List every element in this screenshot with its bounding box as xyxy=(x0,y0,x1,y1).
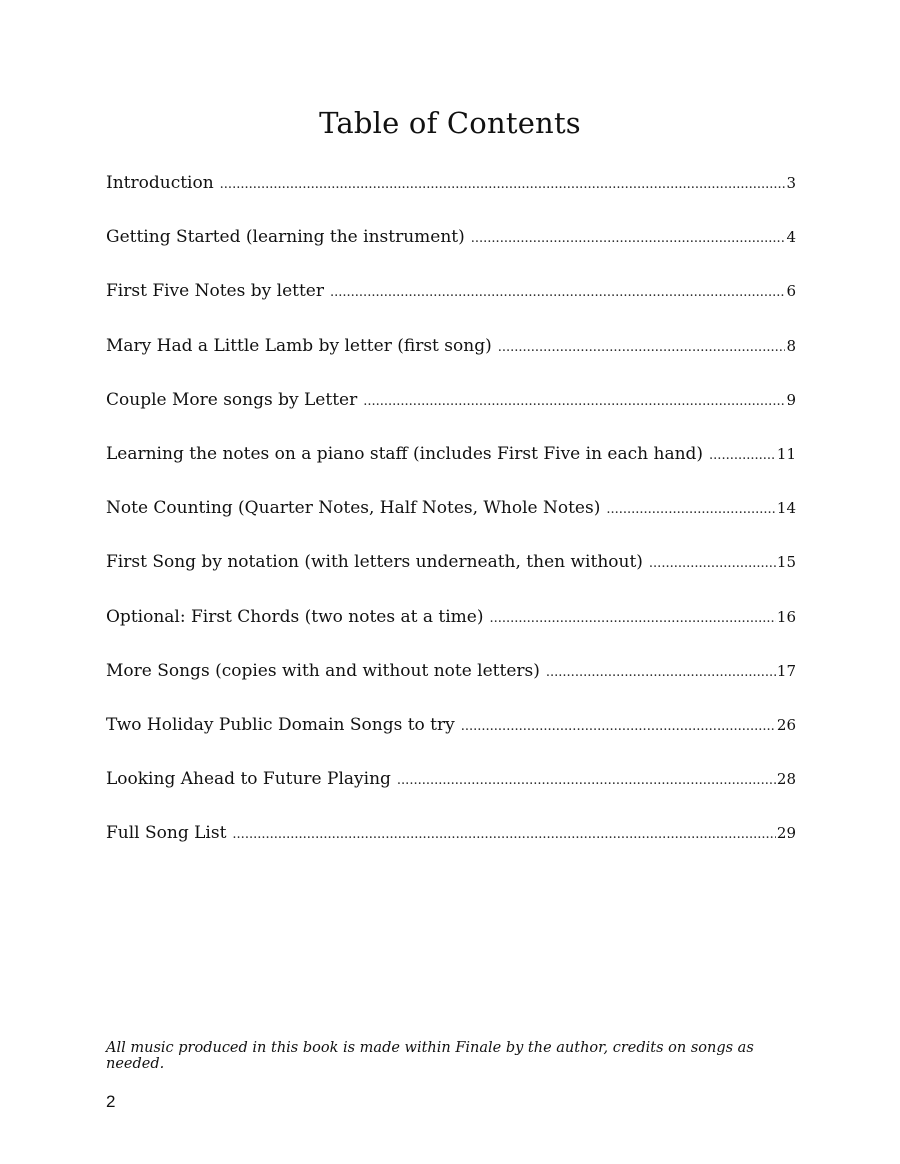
toc-entry-title: More Songs (copies with and without note letters) xyxy=(106,660,540,681)
dot-leader xyxy=(489,611,775,626)
dot-leader xyxy=(471,231,786,246)
dot-leader xyxy=(498,340,786,355)
toc-entry-page: 29 xyxy=(776,824,796,843)
toc-entry-title: Full Song List xyxy=(106,823,227,844)
toc-entry-page: 6 xyxy=(786,282,796,301)
toc-entry[interactable] xyxy=(106,444,796,498)
dot-leader xyxy=(363,394,785,409)
toc-entry-title: Couple More songs by Letter xyxy=(106,389,358,410)
dot-leader xyxy=(232,827,775,842)
toc-entry-page: 14 xyxy=(776,499,796,518)
toc-entry[interactable] xyxy=(106,281,796,335)
credit-note: All music produced in this book is made within Finale by the author, credits on songs as needed. xyxy=(106,1040,754,1072)
dot-leader xyxy=(220,177,786,192)
toc-entry[interactable] xyxy=(106,173,796,227)
toc-entry-page: 26 xyxy=(776,715,796,734)
dot-leader xyxy=(709,448,776,463)
toc-entry-page: 28 xyxy=(776,770,796,789)
toc-entry-page: 4 xyxy=(786,228,796,247)
dot-leader xyxy=(546,665,776,680)
toc-entry-page: 17 xyxy=(776,661,796,680)
toc-entry[interactable] xyxy=(106,498,796,552)
toc-entry[interactable] xyxy=(106,823,796,877)
toc-entry-title: Two Holiday Public Domain Songs to try xyxy=(106,714,455,735)
page-title: Table of Contents xyxy=(319,106,581,140)
toc-entry-page: 3 xyxy=(786,174,796,192)
toc-entry[interactable] xyxy=(106,769,796,823)
toc-entry[interactable] xyxy=(106,715,796,769)
toc-entry-title: Looking Ahead to Future Playing xyxy=(106,769,391,790)
toc-entry[interactable] xyxy=(106,661,796,715)
toc-entry-title: Note Counting (Quarter Notes, Half Notes, Whole Notes) xyxy=(106,498,601,519)
toc-entry-page: 9 xyxy=(786,390,796,409)
dot-leader xyxy=(397,773,776,788)
dot-leader xyxy=(606,502,776,517)
toc-entry-title: First Five Notes by letter xyxy=(106,281,324,302)
toc-entry[interactable] xyxy=(106,336,796,390)
dot-leader xyxy=(461,719,776,734)
toc-entry[interactable] xyxy=(106,607,796,661)
toc-entry-page: 15 xyxy=(776,553,796,572)
toc-entry-page: 16 xyxy=(776,607,796,626)
toc-entry-title: First Song by notation (with letters underneath, then without) xyxy=(106,552,643,573)
toc-entry-title: Optional: First Chords (two notes at a time) xyxy=(106,606,484,627)
toc-entry-title: Learning the notes on a piano staff (includes First Five in each hand) xyxy=(106,443,704,464)
toc-entry-page: 8 xyxy=(786,336,796,355)
toc-entry-page: 11 xyxy=(776,444,796,463)
page-number: 2 xyxy=(106,1092,116,1111)
toc-entry[interactable] xyxy=(106,227,796,281)
toc-entry[interactable] xyxy=(106,552,796,606)
toc-entry-title: Introduction xyxy=(106,173,214,193)
toc-entry-title: Mary Had a Little Lamb by letter (first song) xyxy=(106,335,492,356)
dot-leader xyxy=(649,556,776,571)
toc-list xyxy=(106,173,796,877)
toc-entry-title: Getting Started (learning the instrument) xyxy=(106,227,465,248)
toc-entry[interactable] xyxy=(106,390,796,444)
dot-leader xyxy=(330,285,785,300)
